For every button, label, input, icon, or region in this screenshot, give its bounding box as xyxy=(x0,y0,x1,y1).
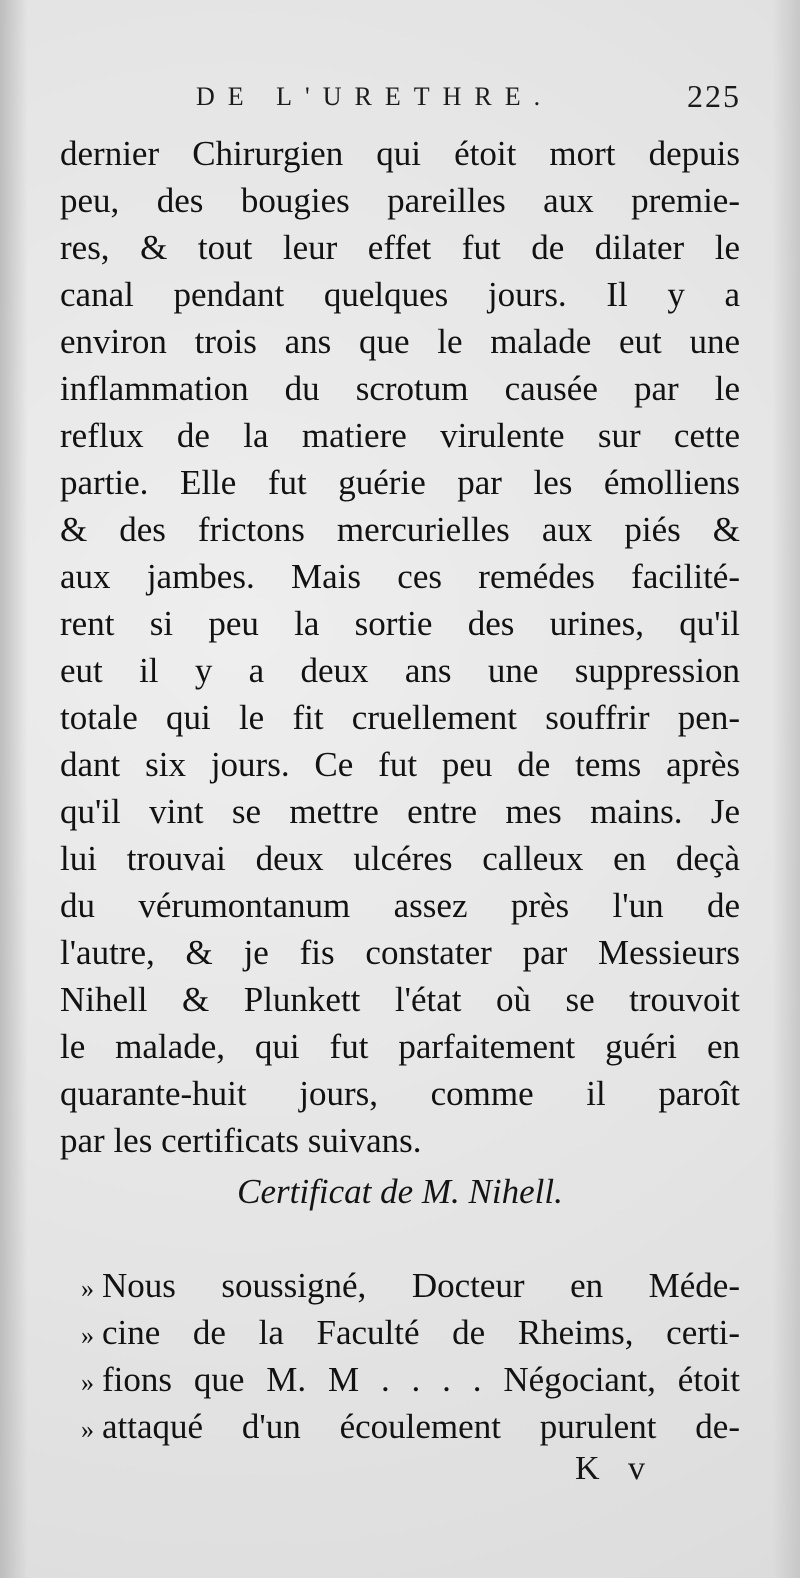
text-line: eut il y a deux ans une suppression xyxy=(60,651,740,690)
quote-line-text: attaqué d'un écoulement purulent de- xyxy=(102,1407,740,1446)
signature-mark: K v xyxy=(575,1450,656,1487)
certificate-text xyxy=(60,1262,740,1450)
quote-line-text: fions que M. M . . . . Négociant, étoit xyxy=(102,1360,740,1399)
page-number: 225 xyxy=(687,78,741,114)
text-line: dernier Chirurgien qui étoit mort depuis xyxy=(60,134,740,173)
text-line: dant six jours. Ce fut peu de tems après xyxy=(60,745,740,784)
text-line: le malade, qui fut parfaitement guéri en xyxy=(60,1027,740,1066)
text-line: inflammation du scrotum causée par le xyxy=(60,369,740,408)
text-line: & des frictons mercurielles aux piés & xyxy=(60,510,740,549)
quote-mark: » xyxy=(81,1415,94,1444)
text-line: l'autre, & je fis constater par Messieurs xyxy=(60,933,740,972)
page-right-shadow xyxy=(772,0,800,1578)
text-line: qu'il vint se mettre entre mes mains. Je xyxy=(60,792,740,831)
quote-line xyxy=(60,1356,740,1403)
running-head xyxy=(196,70,741,130)
text-line: reflux de la matiere virulente sur cette xyxy=(60,416,740,455)
text-line: peu, des bougies pareilles aux premie- xyxy=(60,181,740,220)
page-left-shadow xyxy=(0,0,28,1578)
text-line: quarante-huit jours, comme il paroît xyxy=(60,1074,740,1113)
body-text xyxy=(60,130,740,1164)
text-line: par les certificats suivans. xyxy=(60,1121,422,1160)
quote-mark: » xyxy=(81,1274,94,1303)
text-line: partie. Elle fut guérie par les émolliens xyxy=(60,463,740,502)
text-line: canal pendant quelques jours. Il y a xyxy=(60,275,740,314)
quote-line xyxy=(60,1309,740,1356)
text-line: environ trois ans que le malade eut une xyxy=(60,322,740,361)
text-line: totale qui le fit cruellement souffrir pen- xyxy=(60,698,740,737)
text-line: res, & tout leur effet fut de dilater le xyxy=(60,228,740,267)
quote-line xyxy=(60,1262,740,1309)
quote-mark: » xyxy=(81,1368,94,1397)
text-line: Nihell & Plunkett l'état où se trouvoit xyxy=(60,980,740,1019)
quote-mark: » xyxy=(81,1321,94,1350)
quote-line xyxy=(60,1403,740,1450)
text-line: aux jambes. Mais ces remédes facilité- xyxy=(60,557,740,596)
certificate-heading: Certificat de M. Nihell. xyxy=(237,1172,563,1211)
quote-line-text: Nous soussigné, Docteur en Méde- xyxy=(102,1266,740,1305)
text-line: rent si peu la sortie des urines, qu'il xyxy=(60,604,740,643)
quote-line-text: cine de la Faculté de Rheims, certi- xyxy=(102,1313,740,1352)
text-line: lui trouvai deux ulcéres calleux en deçà xyxy=(60,839,740,878)
running-head-title: DE L'URETHRE. xyxy=(196,82,554,111)
text-line: du vérumontanum assez près l'un de xyxy=(60,886,740,925)
